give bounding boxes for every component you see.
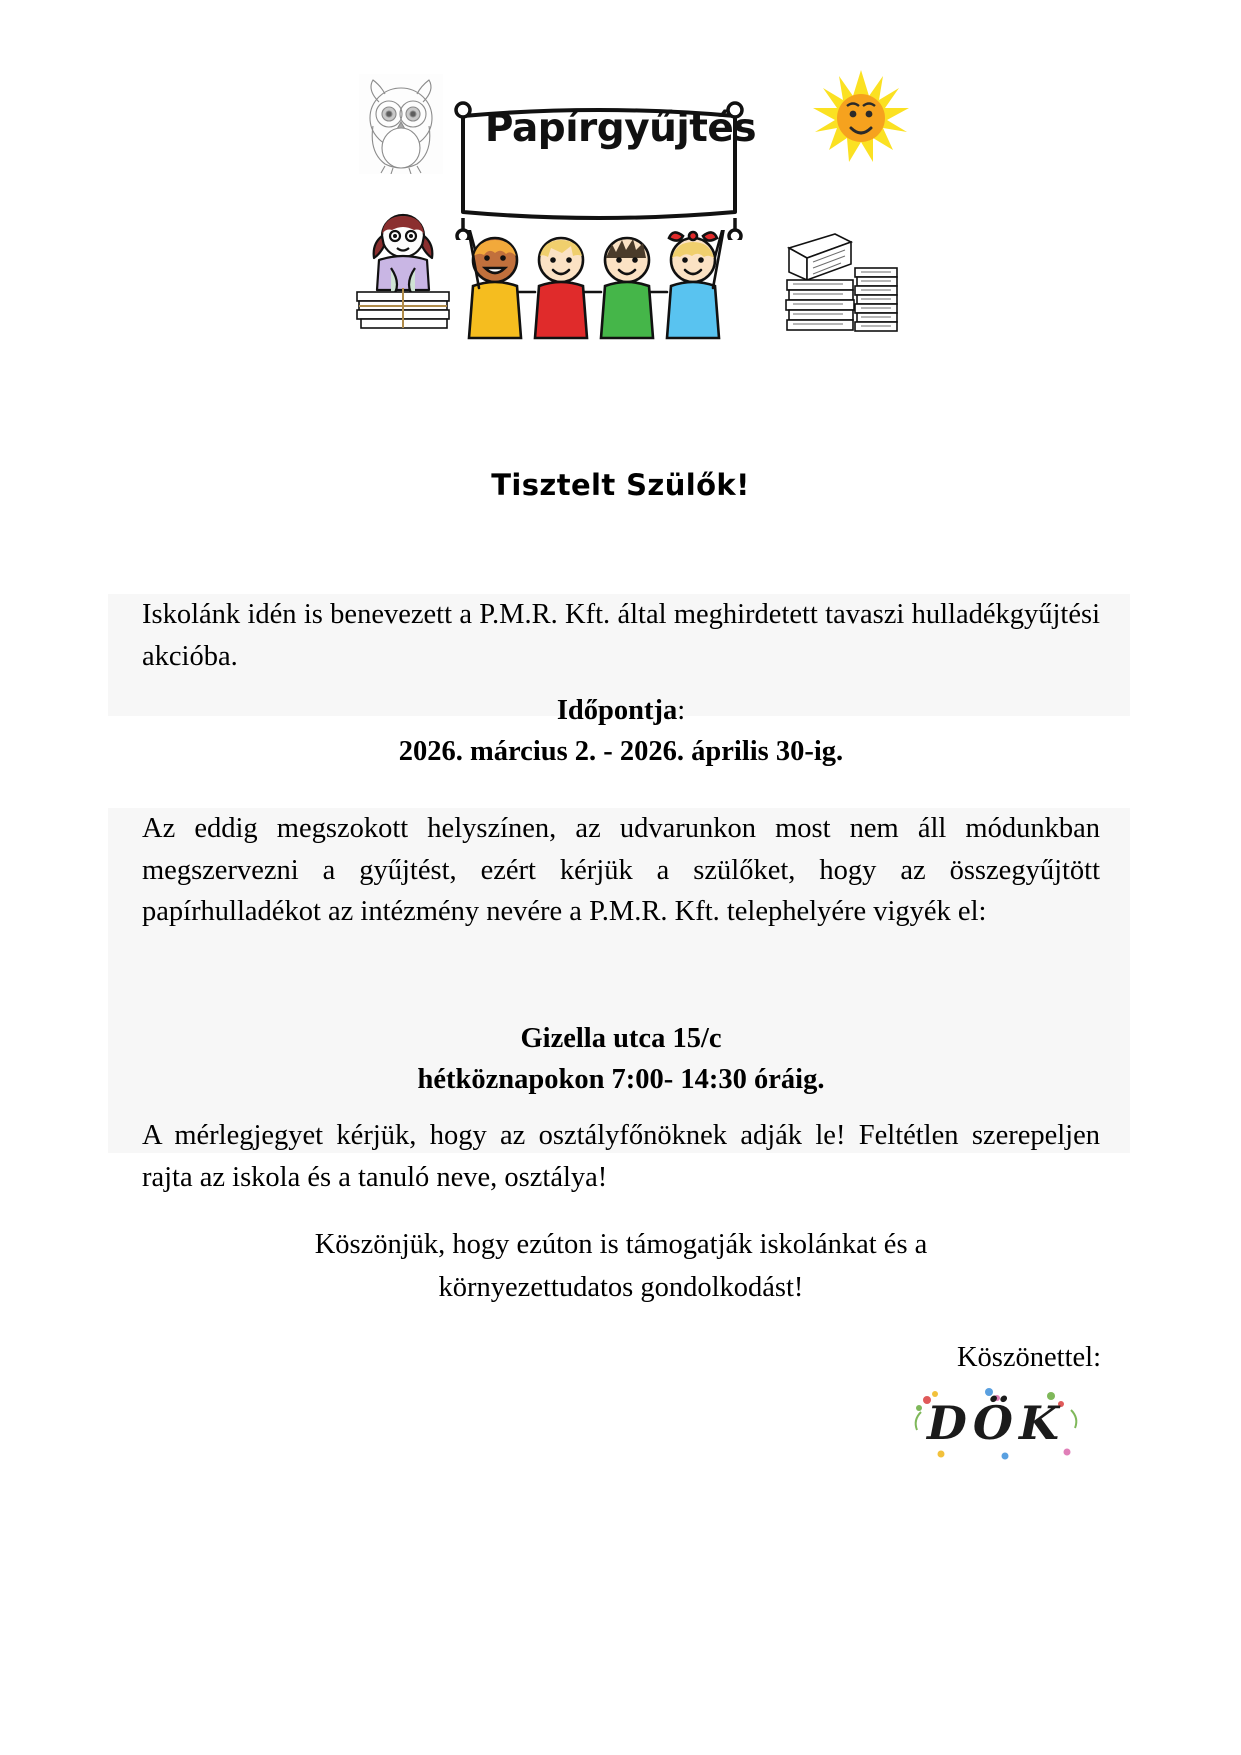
signature-label: Köszönettel: bbox=[956, 1342, 1101, 1373]
page-title: Tisztelt Szülők! bbox=[491, 468, 750, 502]
date-label-colon: : bbox=[677, 695, 686, 726]
dok-label: DÖK bbox=[927, 1396, 1065, 1450]
children-holding-banner-icon bbox=[461, 230, 731, 342]
girl-with-paper-bundle-icon bbox=[349, 210, 457, 330]
thanks-paragraph bbox=[142, 1224, 1100, 1310]
thanks-line-1: Köszönjük, hogy ezúton is támogatják iskolánkat és a bbox=[314, 1229, 928, 1260]
dok-logo bbox=[901, 1382, 1091, 1468]
date-label-line bbox=[142, 690, 1100, 732]
date-label: Időpontja bbox=[556, 695, 678, 726]
banner-title: Papírgyűjtés bbox=[484, 106, 757, 151]
paper-stack-icon bbox=[781, 228, 901, 336]
dropoff-address: Gizella utca 15/c bbox=[520, 1023, 722, 1054]
receipt-note: A mérlegjegyet kérjük, hogy az osztályfőnöknek adják le! Feltétlen szerepeljen rajta az iskola és a tanuló neve, osztálya! bbox=[142, 1120, 1100, 1193]
sun-icon bbox=[813, 70, 909, 166]
header-illustration bbox=[0, 62, 1241, 352]
opening-hours: hétköznapokon 7:00- 14:30 óráig. bbox=[417, 1064, 825, 1095]
main-paragraph: Az eddig megszokott helyszínen, az udvarunkon most nem áll módunkban megszervezni a gyűjtést, ezért kérjük a szülőket, hogy az összegyűjtött papírhulladékot az intézmény nevére a P.M.R. Kft. telephelyére vigyék el: bbox=[142, 813, 1100, 928]
date-range: 2026. március 2. - 2026. április 30-ig. bbox=[398, 736, 844, 767]
thanks-line-2: környezettudatos gondolkodást! bbox=[438, 1271, 804, 1303]
intro-paragraph: Iskolánk idén is benevezett a P.M.R. Kft. által meghirdetett tavaszi hulladékgyűjtési akcióba. bbox=[142, 599, 1100, 672]
